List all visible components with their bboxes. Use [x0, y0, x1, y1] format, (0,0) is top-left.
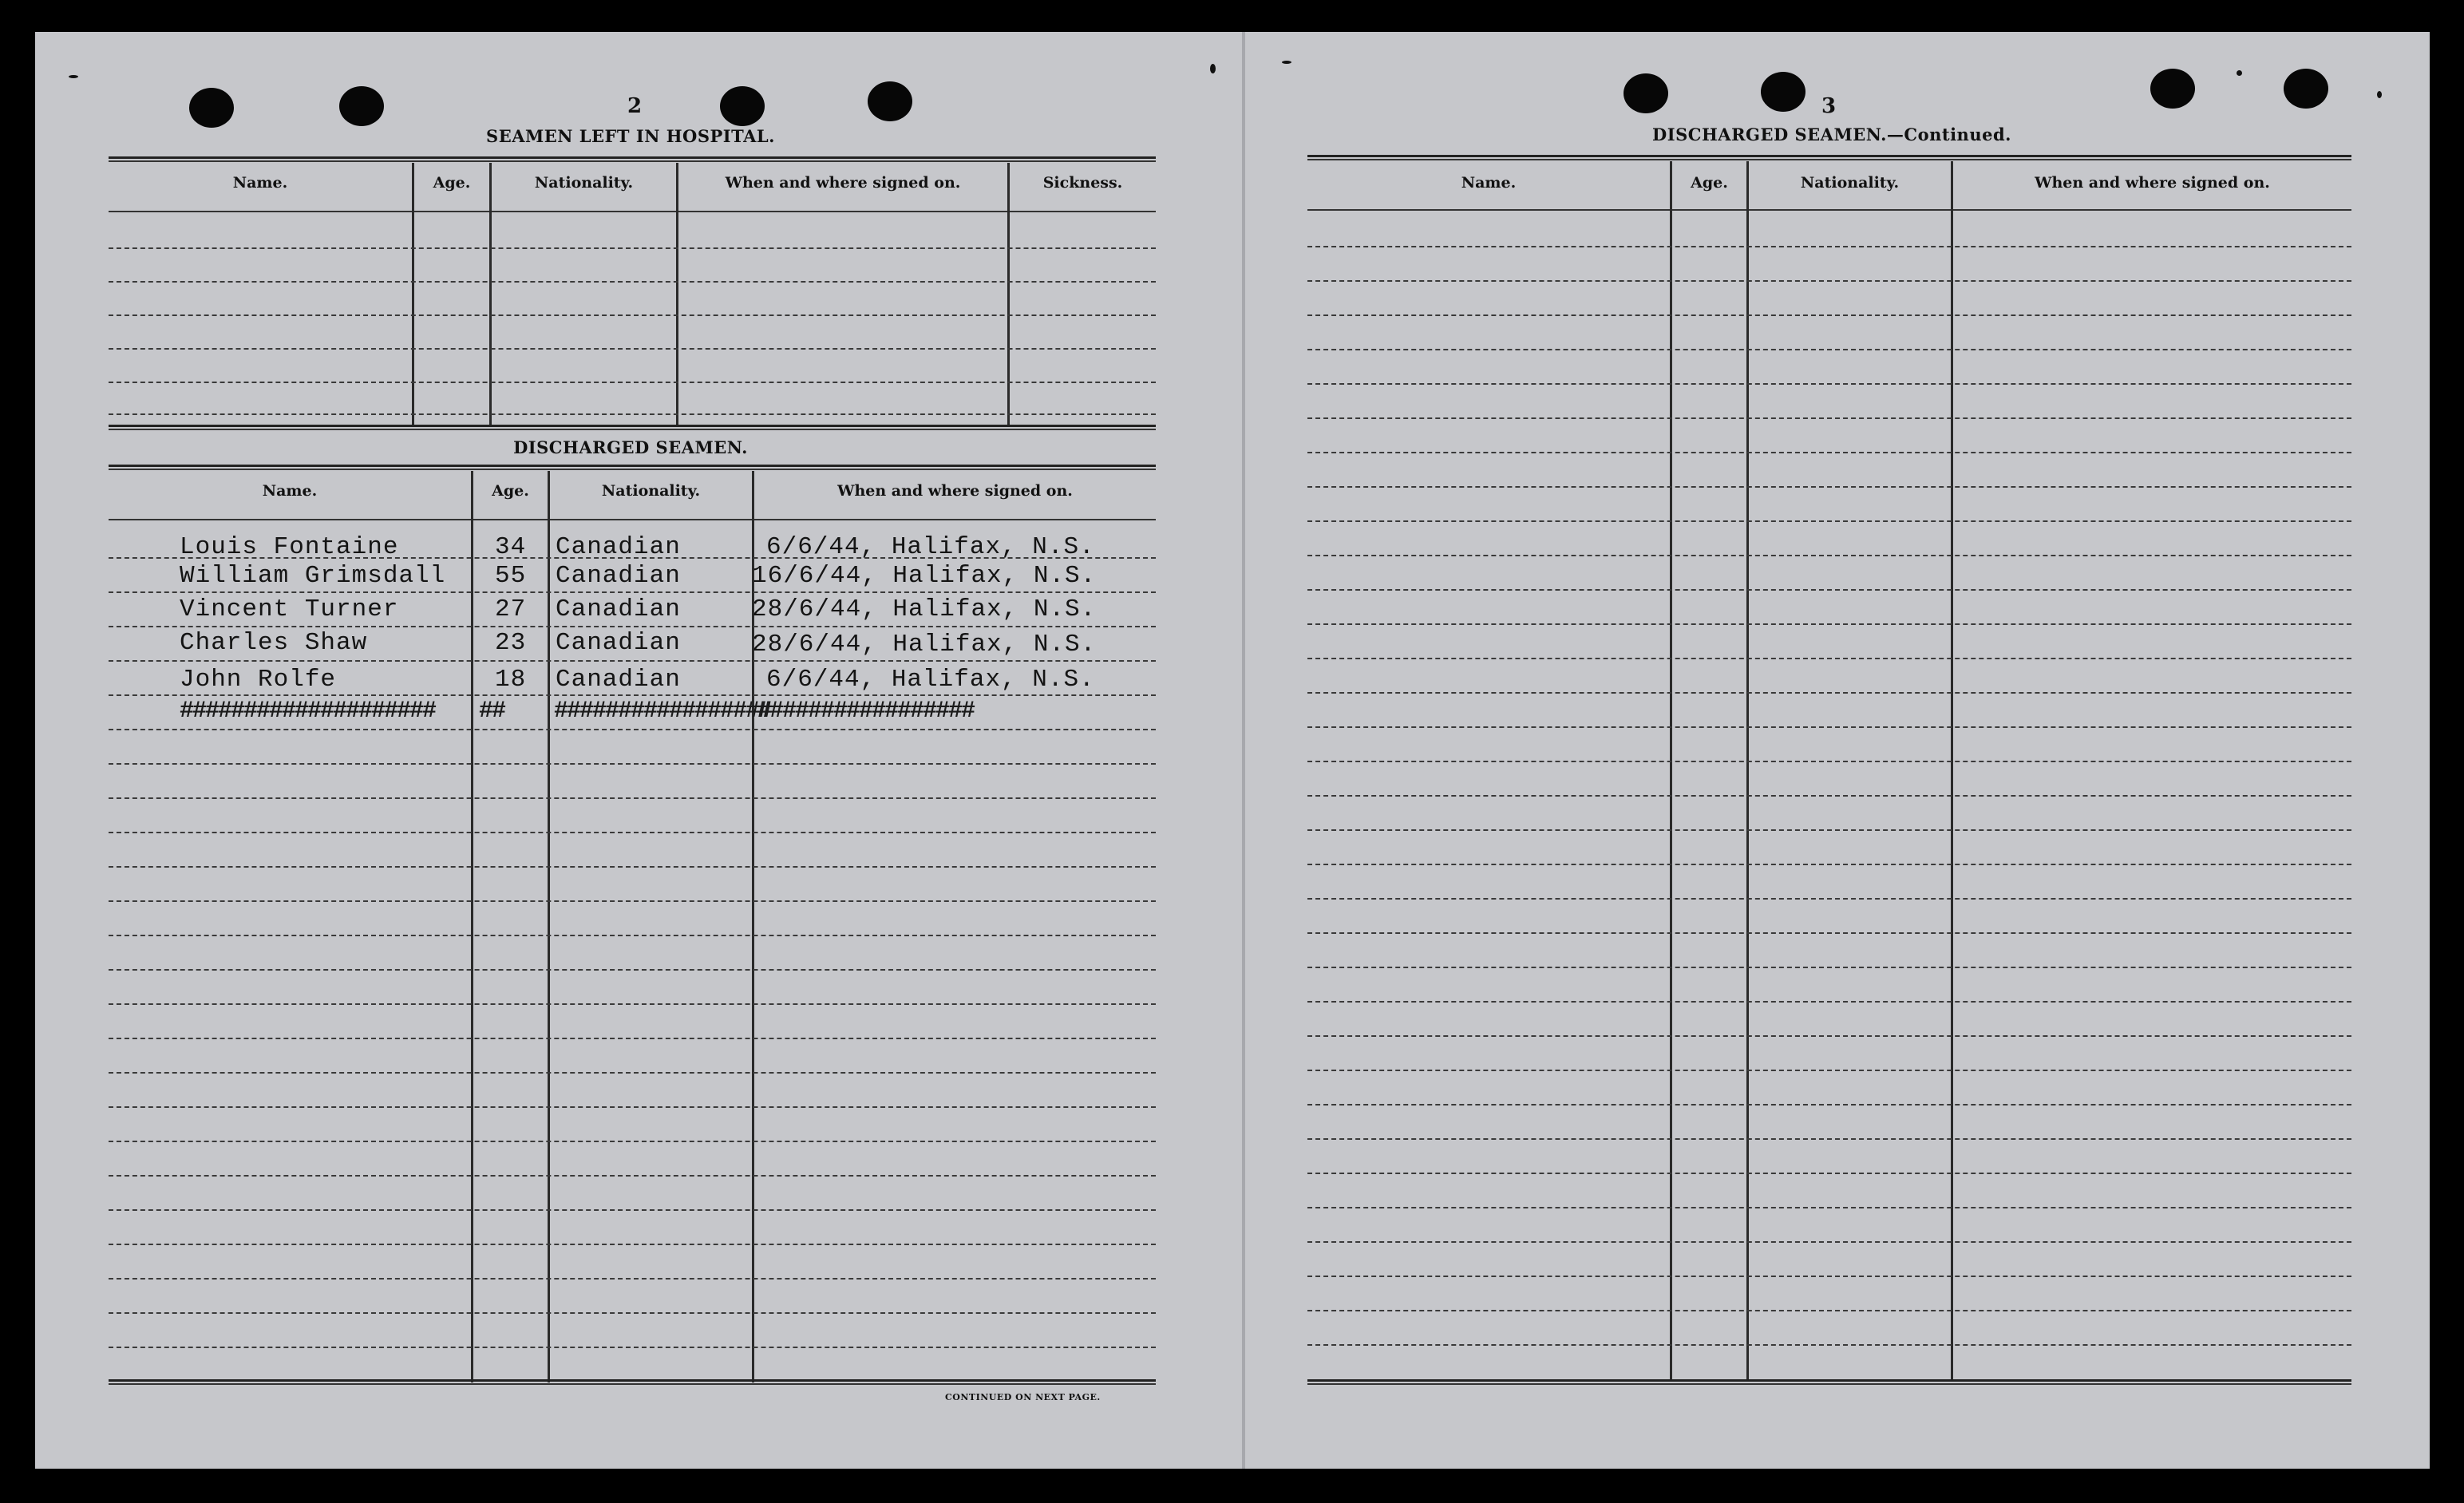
- ruled-line: [109, 1312, 1156, 1314]
- punch-hole: [868, 81, 912, 121]
- hospital-col-divider: [412, 163, 414, 425]
- ruled-line: [1307, 1035, 2351, 1037]
- hospital-row-line: [109, 247, 1156, 249]
- ruled-line: [1307, 829, 2351, 831]
- hospital-header-rule: [109, 211, 1156, 212]
- hospital-col-divider: [1007, 163, 1010, 425]
- seaman-nationality: Canadian: [556, 666, 681, 694]
- seaman-name: William Grimsdall: [180, 562, 446, 590]
- ruled-line: [109, 1175, 1156, 1177]
- page-number-right: 3: [1821, 94, 1837, 118]
- punch-hole: [189, 88, 234, 128]
- seaman-name: Vincent Turner: [180, 595, 399, 623]
- right-header-rule: [1307, 209, 2351, 211]
- struck-name: ####################: [180, 698, 436, 725]
- right-bottom-rule: [1307, 1379, 2351, 1385]
- ruled-line: [1307, 932, 2351, 934]
- ruled-line: [109, 729, 1156, 730]
- punch-hole: [2150, 69, 2195, 109]
- speck: [69, 75, 78, 78]
- punch-hole: [2284, 69, 2328, 109]
- ruled-line: [1307, 1104, 2351, 1105]
- ruled-line: [109, 1244, 1156, 1245]
- discharged-col-nationality: Nationality.: [601, 482, 701, 500]
- ruled-line: [1307, 452, 2351, 453]
- seaman-age: 34: [495, 533, 527, 561]
- hospital-col-divider: [489, 163, 492, 425]
- ruled-line: [109, 969, 1156, 971]
- ruled-line: [1307, 795, 2351, 797]
- ruled-line: [109, 900, 1156, 902]
- ruled-line: [1307, 898, 2351, 900]
- ruled-line: [1307, 1276, 2351, 1277]
- seaman-signed-on: 6/6/44, Halifax, N.S.: [766, 666, 1095, 694]
- seaman-age: 23: [495, 629, 527, 657]
- hospital-row-line: [109, 413, 1156, 415]
- discharged-section-title: DISCHARGED SEAMEN.: [513, 437, 748, 457]
- discharged-col-signed-on: When and where signed on.: [837, 482, 1073, 500]
- speck: [1282, 61, 1291, 64]
- ruled-line: [1307, 1138, 2351, 1140]
- discharged-col-name: Name.: [262, 482, 318, 500]
- hospital-row-line: [109, 281, 1156, 283]
- hospital-top-rule: [109, 156, 1156, 162]
- seaman-nationality: Canadian: [556, 533, 681, 561]
- hospital-section-title: SEAMEN LEFT IN HOSPITAL.: [486, 126, 775, 146]
- page-number-left: 2: [627, 94, 643, 118]
- ruled-line: [109, 832, 1156, 833]
- ruled-line: [1307, 486, 2351, 488]
- hospital-col-signed-on: When and where signed on.: [725, 174, 961, 192]
- ruled-line: [1307, 314, 2351, 316]
- page-spine: [1242, 32, 1245, 1469]
- hospital-row-line: [109, 314, 1156, 316]
- struck-signed-on: #################: [757, 698, 975, 725]
- punch-hole: [339, 86, 384, 126]
- ruled-line: [1307, 383, 2351, 385]
- ruled-line: [1307, 761, 2351, 762]
- ruled-line: [1307, 1001, 2351, 1003]
- seaman-name: Louis Fontaine: [180, 533, 399, 561]
- ruled-line: [1307, 555, 2351, 556]
- ruled-line: [109, 660, 1156, 662]
- ruled-line: [1307, 589, 2351, 591]
- ruled-line: [109, 694, 1156, 696]
- ruled-line: [1307, 726, 2351, 728]
- ruled-line: [1307, 1070, 2351, 1071]
- seaman-name: John Rolfe: [180, 666, 337, 694]
- ruled-line: [109, 935, 1156, 936]
- seaman-name: Charles Shaw: [180, 629, 368, 657]
- ruled-line: [109, 1003, 1156, 1005]
- hospital-col-nationality: Nationality.: [534, 174, 634, 192]
- hospital-bottom-rule: [109, 425, 1156, 430]
- continued-note: CONTINUED ON NEXT PAGE.: [945, 1392, 1101, 1402]
- ruled-line: [109, 591, 1156, 593]
- seaman-age: 55: [495, 562, 527, 590]
- punch-hole: [1761, 72, 1805, 112]
- struck-nationality: #################: [554, 698, 772, 725]
- right-col-divider: [1746, 161, 1749, 1381]
- ruled-line: [109, 866, 1156, 868]
- punch-hole: [1624, 73, 1668, 113]
- ruled-line: [109, 797, 1156, 799]
- seaman-signed-on: 6/6/44, Halifax, N.S.: [766, 533, 1095, 561]
- ruled-line: [109, 1038, 1156, 1039]
- ruled-line: [1307, 864, 2351, 865]
- discharged-bottom-rule: [109, 1379, 1156, 1385]
- ruled-line: [1307, 1344, 2351, 1346]
- ruled-line: [1307, 349, 2351, 350]
- ruled-line: [1307, 658, 2351, 659]
- hospital-row-line: [109, 348, 1156, 350]
- right-col-name: Name.: [1461, 174, 1517, 192]
- discharged-continued-title: DISCHARGED SEAMEN.—Continued.: [1652, 125, 2011, 144]
- seaman-signed-on: 16/6/44, Halifax, N.S.: [752, 562, 1097, 590]
- seaman-signed-on: 28/6/44, Halifax, N.S.: [752, 595, 1097, 623]
- ruled-line: [109, 763, 1156, 765]
- discharged-col-age: Age.: [492, 482, 529, 500]
- ruled-line: [1307, 280, 2351, 282]
- ruled-line: [109, 1072, 1156, 1074]
- seaman-nationality: Canadian: [556, 595, 681, 623]
- seaman-nationality: Canadian: [556, 629, 681, 657]
- hospital-col-age: Age.: [433, 174, 471, 192]
- ruled-line: [1307, 417, 2351, 419]
- ruled-line: [1307, 246, 2351, 247]
- punch-hole: [720, 86, 765, 126]
- right-col-nationality: Nationality.: [1800, 174, 1900, 192]
- ruled-line: [1307, 1241, 2351, 1243]
- ruled-line: [109, 1278, 1156, 1280]
- ruled-line: [109, 1209, 1156, 1211]
- seaman-age: 27: [495, 595, 527, 623]
- ruled-line: [1307, 692, 2351, 694]
- ruled-line: [1307, 623, 2351, 625]
- ruled-line: [109, 1106, 1156, 1108]
- seaman-nationality: Canadian: [556, 562, 681, 590]
- speck: [1210, 64, 1216, 73]
- discharged-col-divider: [548, 471, 550, 1382]
- struck-age: ##: [479, 698, 505, 725]
- speck: [2377, 91, 2382, 98]
- discharged-top-rule: [109, 465, 1156, 470]
- ruled-line: [109, 1141, 1156, 1142]
- ruled-line: [1307, 1207, 2351, 1208]
- ruled-line: [109, 626, 1156, 627]
- speck: [2237, 70, 2242, 76]
- seaman-age: 18: [495, 666, 527, 694]
- seaman-signed-on: 28/6/44, Halifax, N.S.: [752, 631, 1097, 659]
- ruled-line: [1307, 1173, 2351, 1174]
- hospital-col-divider: [676, 163, 678, 425]
- ruled-line: [1307, 967, 2351, 968]
- right-col-age: Age.: [1691, 174, 1728, 192]
- hospital-col-name: Name.: [232, 174, 288, 192]
- ruled-line: [1307, 1310, 2351, 1311]
- right-col-divider: [1670, 161, 1672, 1381]
- ruled-line: [1307, 520, 2351, 522]
- ruled-line: [109, 1347, 1156, 1348]
- discharged-header-rule: [109, 519, 1156, 520]
- discharged-col-divider: [471, 471, 473, 1382]
- hospital-row-line: [109, 382, 1156, 383]
- hospital-col-sickness: Sickness.: [1042, 174, 1123, 192]
- right-col-divider: [1951, 161, 1953, 1381]
- right-top-rule: [1307, 155, 2351, 160]
- right-col-signed-on: When and where signed on.: [2035, 174, 2270, 192]
